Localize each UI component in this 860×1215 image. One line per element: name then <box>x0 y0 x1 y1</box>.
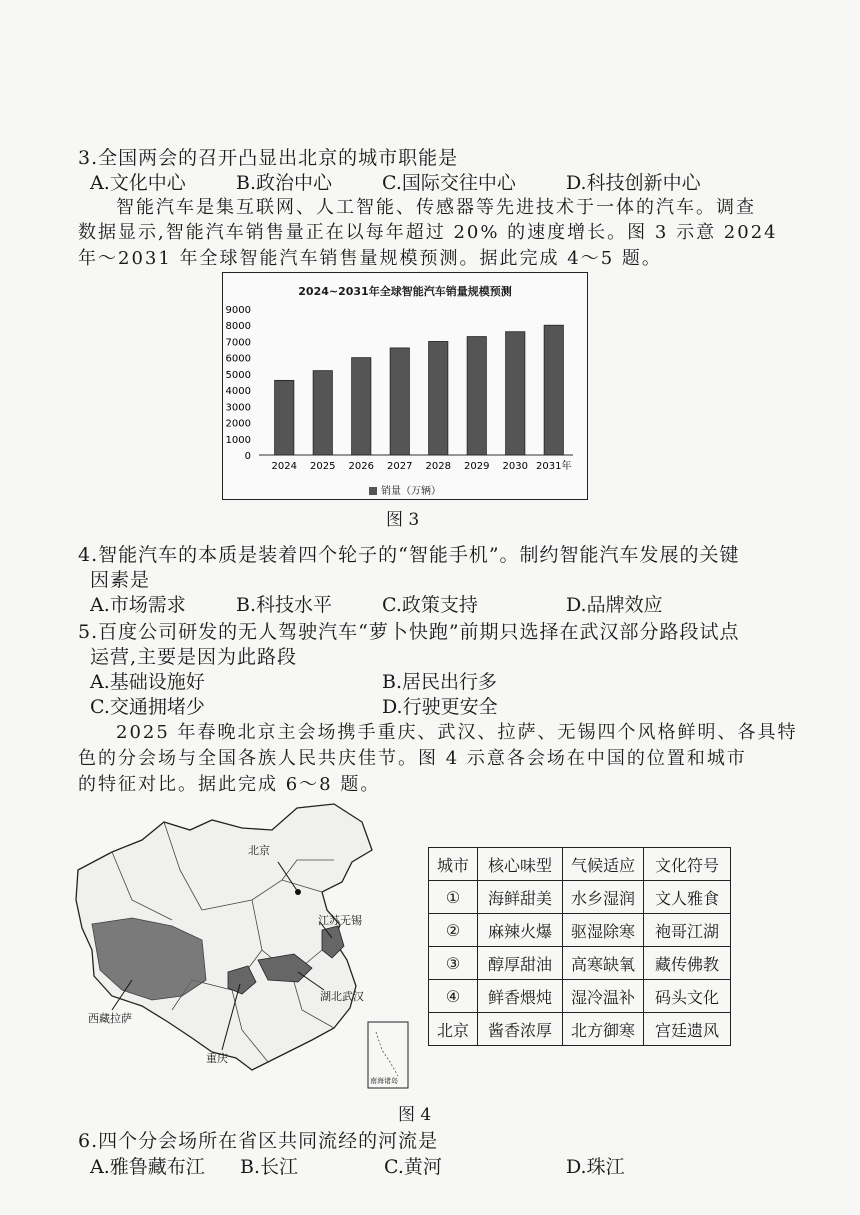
table-header-cell: 文化符号 <box>644 848 731 881</box>
bar-2031年 <box>544 325 563 455</box>
table-cell: 袍哥江湖 <box>644 914 731 947</box>
table-row <box>429 947 731 980</box>
fig3-caption: 图 3 <box>386 510 420 530</box>
y-tick-label: 6000 <box>225 353 251 365</box>
legend-swatch <box>369 487 377 495</box>
bar-2029 <box>467 337 486 455</box>
intro1-line1: 智能汽车是集互联网、人工智能、传感器等先进技术于一体的汽车。调查 <box>116 197 756 218</box>
table-cell: 码头文化 <box>644 980 731 1013</box>
q3-option-d: D.科技创新中心 <box>566 172 701 194</box>
china-map-svg <box>72 800 412 1100</box>
city-feature-table <box>428 847 731 1046</box>
q6-option-a: A.雅鲁藏布江 <box>90 1156 205 1178</box>
q4-option-d: D.品牌效应 <box>566 594 663 616</box>
table-header-row <box>429 848 731 881</box>
y-tick-label: 2000 <box>225 418 251 430</box>
y-tick-label: 0 <box>244 451 251 462</box>
label-inset: 南海诸岛 <box>370 1077 398 1085</box>
x-tick-label: 2030 <box>502 461 528 472</box>
table-cell: 酱香浓厚 <box>478 1013 563 1046</box>
q5-stem-line2: 运营,主要是因为此路段 <box>90 646 298 668</box>
bar-2024 <box>275 380 294 455</box>
label-jiangsu-wuxi: 江苏无锡 <box>318 914 362 927</box>
y-tick-label: 7000 <box>225 337 251 349</box>
table-row <box>429 980 731 1013</box>
table-row <box>429 914 731 947</box>
q6-option-c: C.黄河 <box>384 1156 442 1178</box>
chart-title: 2024~2031年全球智能汽车销量规模预测 <box>298 285 512 298</box>
table-cell: ③ <box>429 947 478 980</box>
q6-option-b: B.长江 <box>240 1156 299 1178</box>
q4-stem-line2: 因素是 <box>90 569 151 591</box>
q4-option-c: C.政策支持 <box>382 594 478 616</box>
legend-label: 销量（万辆） <box>381 486 441 497</box>
table-header-cell: 核心味型 <box>478 848 563 881</box>
x-tick-label: 2031年 <box>536 461 572 472</box>
intro2-line1: 2025 年春晚北京主会场携手重庆、武汉、拉萨、无锡四个风格鲜明、各具特 <box>116 722 798 743</box>
table-cell: 鲜香煨炖 <box>478 980 563 1013</box>
chart-plot <box>223 273 587 499</box>
y-tick-label: 3000 <box>225 402 251 414</box>
y-tick-label: 9000 <box>225 305 251 316</box>
table-cell: 高寒缺氧 <box>563 947 644 980</box>
bar-2027 <box>390 348 409 455</box>
table-header-cell: 气候适应 <box>563 848 644 881</box>
q6-option-d: D.珠江 <box>566 1156 625 1178</box>
x-tick-label: 2028 <box>425 461 451 472</box>
chart-legend <box>223 482 587 497</box>
table-cell: 醇厚甜油 <box>478 947 563 980</box>
table-cell: 湿冷温补 <box>563 980 644 1013</box>
intro2-line2: 色的分会场与全国各族人民共庆佳节。图 4 示意各会场在中国的位置和城市 <box>78 748 747 769</box>
table-cell: 北京 <box>429 1013 478 1046</box>
fig4-caption: 图 4 <box>398 1105 432 1125</box>
table-cell: 水乡湿润 <box>563 881 644 914</box>
label-hubei-wuhan: 湖北武汉 <box>320 990 364 1003</box>
y-tick-label: 8000 <box>225 321 251 333</box>
x-tick-label: 2025 <box>310 461 336 472</box>
china-map <box>72 800 412 1100</box>
label-beijing: 北京 <box>248 844 270 857</box>
q3-option-a: A.文化中心 <box>90 172 186 194</box>
y-tick-label: 1000 <box>225 434 251 446</box>
label-xizang-lhasa: 西藏拉萨 <box>88 1012 132 1025</box>
bar-2028 <box>429 341 448 455</box>
x-tick-label: 2024 <box>271 461 297 472</box>
table-cell: ① <box>429 881 478 914</box>
q3-option-b: B.政治中心 <box>236 172 333 194</box>
y-tick-label: 5000 <box>225 369 251 381</box>
table-cell: 宫廷遗风 <box>644 1013 731 1046</box>
q5-stem-line1: 5.百度公司研发的无人驾驶汽车“萝卜快跑”前期只选择在武汉部分路段试点 <box>78 621 740 643</box>
label-chongqing: 重庆 <box>206 1052 228 1065</box>
q3-stem: 3.全国两会的召开凸显出北京的城市职能是 <box>78 147 459 169</box>
table-cell: 海鲜甜美 <box>478 881 563 914</box>
table-cell: 麻辣火爆 <box>478 914 563 947</box>
q5-option-a: A.基础设施好 <box>90 671 205 693</box>
table-row <box>429 1013 731 1046</box>
y-tick-label: 4000 <box>225 386 251 398</box>
table-header-cell: 城市 <box>429 848 478 881</box>
q4-option-a: A.市场需求 <box>90 594 186 616</box>
table-cell: 藏传佛教 <box>644 947 731 980</box>
q5-option-d: D.行驶更安全 <box>382 696 498 718</box>
sales-forecast-chart <box>222 272 588 500</box>
x-tick-label: 2029 <box>464 461 490 472</box>
x-tick-label: 2026 <box>348 461 374 472</box>
intro1-line2: 数据显示,智能汽车销售量正在以每年超过 20% 的速度增长。图 3 示意 2024 <box>78 222 778 243</box>
table-cell: ② <box>429 914 478 947</box>
table-cell: ④ <box>429 980 478 1013</box>
table-row <box>429 881 731 914</box>
bar-2025 <box>313 371 332 455</box>
q4-option-b: B.科技水平 <box>236 594 333 616</box>
table-cell: 文人雅食 <box>644 881 731 914</box>
q3-option-c: C.国际交往中心 <box>382 172 516 194</box>
table-cell: 驱湿除寒 <box>563 914 644 947</box>
bar-2026 <box>352 358 371 455</box>
q5-option-c: C.交通拥堵少 <box>90 696 205 718</box>
intro1-line3: 年～2031 年全球智能汽车销售量规模预测。据此完成 4～5 题。 <box>78 248 662 269</box>
table-cell: 北方御寒 <box>563 1013 644 1046</box>
bar-2030 <box>506 332 525 455</box>
x-tick-label: 2027 <box>387 461 413 472</box>
intro2-line3: 的特征对比。据此完成 6～8 题。 <box>78 774 381 795</box>
q6-stem: 6.四个分会场所在省区共同流经的河流是 <box>78 1130 439 1152</box>
q4-stem-line1: 4.智能汽车的本质是装着四个轮子的“智能手机”。制约智能汽车发展的关键 <box>78 544 740 566</box>
q5-option-b: B.居民出行多 <box>382 671 498 693</box>
